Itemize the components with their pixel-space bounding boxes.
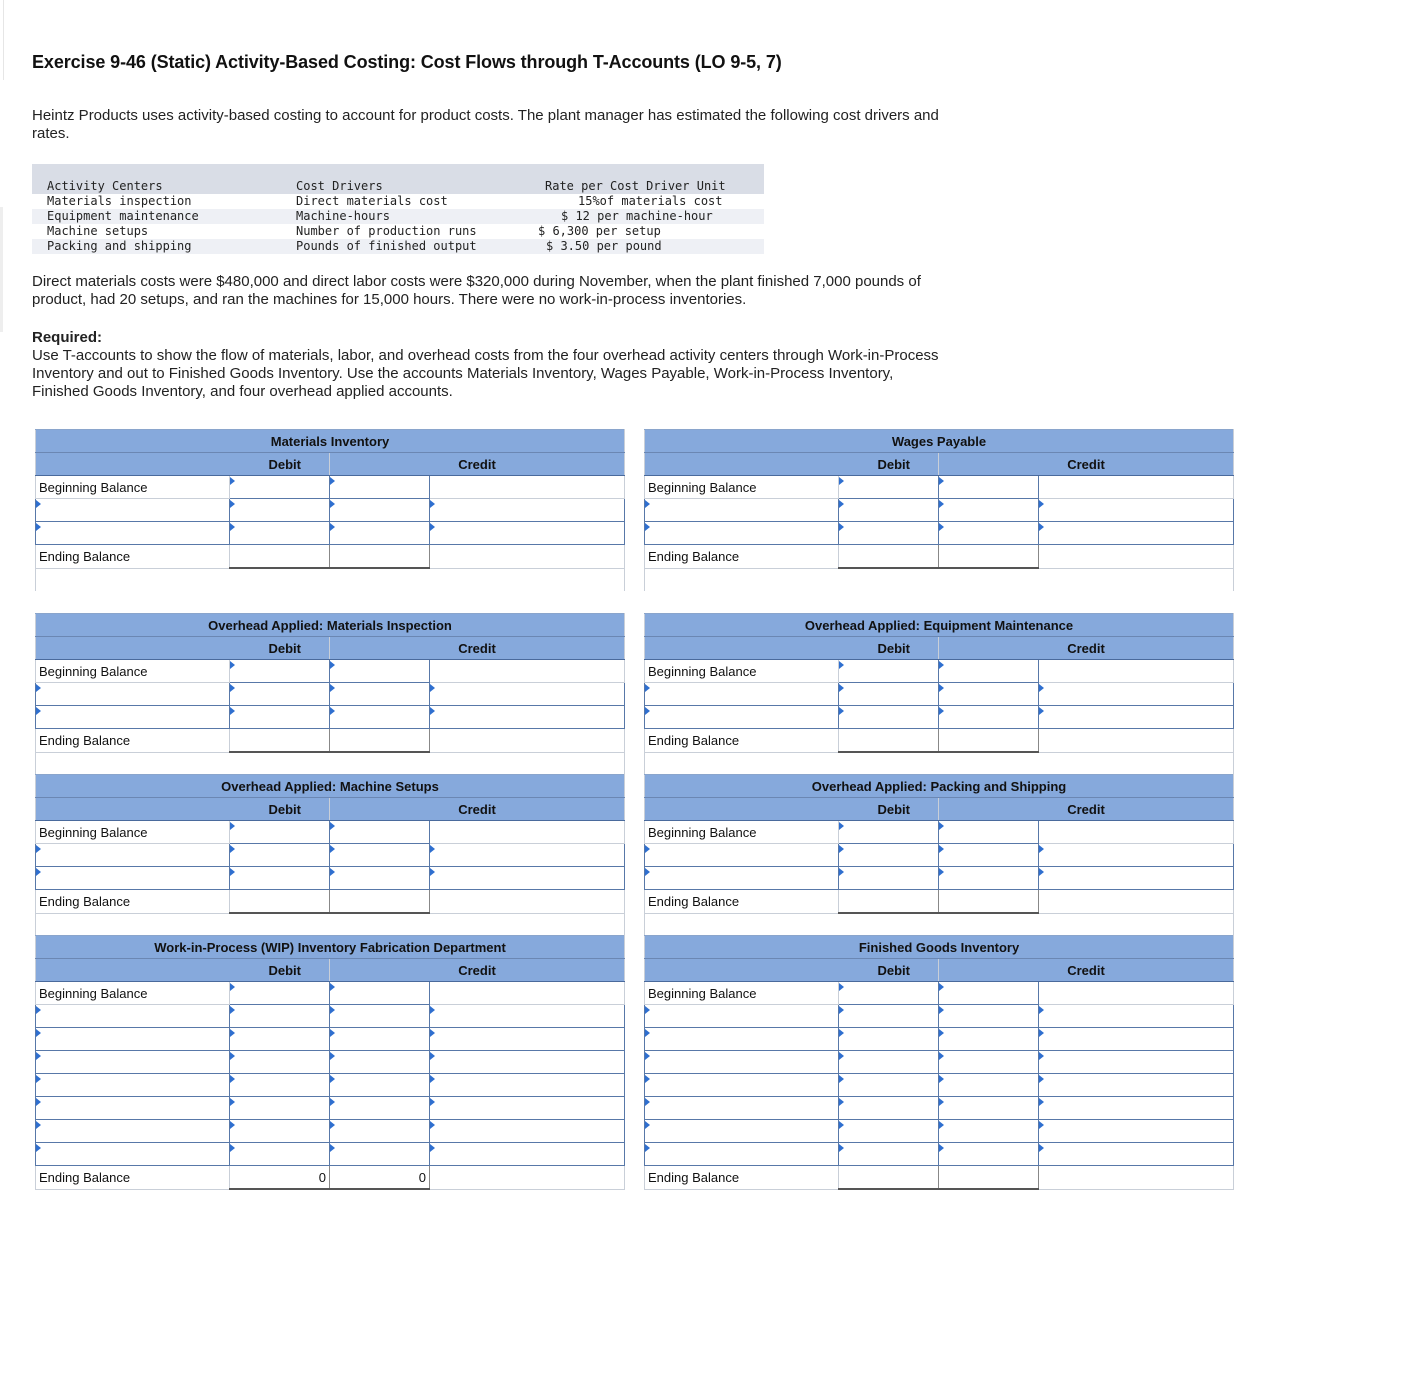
credit-amount-input[interactable] xyxy=(939,1143,1039,1166)
rate-row xyxy=(32,224,764,239)
debit-header: Debit xyxy=(36,798,330,821)
debit-amount-input[interactable] xyxy=(230,1051,330,1074)
activity-cell: Machine setups xyxy=(47,224,149,238)
credit-amount-input[interactable] xyxy=(330,982,430,1005)
page-title: Exercise 9-46 (Static) Activity-Based Costing: Cost Flows through T-Accounts (LO 9-5, 7) xyxy=(32,52,782,72)
debit-account-select[interactable] xyxy=(645,844,839,867)
debit-account-select[interactable] xyxy=(645,1097,839,1120)
credit-header: Credit xyxy=(939,453,1234,476)
debit-amount-input[interactable] xyxy=(230,867,330,890)
ending-credit-value xyxy=(330,545,430,569)
ending-credit-value xyxy=(330,729,430,753)
credit-account-select[interactable] xyxy=(1039,499,1234,522)
debit-amount-input[interactable] xyxy=(230,660,330,683)
credit-amount-input[interactable] xyxy=(939,1097,1039,1120)
debit-account-select[interactable] xyxy=(36,1005,230,1028)
credit-amount-input[interactable] xyxy=(939,476,1039,499)
ending-debit-value: 0 xyxy=(230,1166,330,1190)
rate-row xyxy=(32,209,764,224)
debit-amount-input[interactable] xyxy=(230,821,330,844)
debit-amount-input[interactable] xyxy=(230,1120,330,1143)
credit-amount-input[interactable] xyxy=(939,660,1039,683)
ending-balance-label: Ending Balance xyxy=(645,729,839,753)
debit-account-select[interactable] xyxy=(36,867,230,890)
credit-amount-input[interactable] xyxy=(330,476,430,499)
credit-amount-input[interactable] xyxy=(939,1120,1039,1143)
credit-header: Credit xyxy=(330,798,625,821)
debit-amount-input[interactable] xyxy=(839,867,939,890)
beginning-balance-label: Beginning Balance xyxy=(645,982,839,1005)
beginning-balance-label: Beginning Balance xyxy=(36,982,230,1005)
debit-amount-input[interactable] xyxy=(839,821,939,844)
debit-account-select[interactable] xyxy=(645,499,839,522)
debit-account-select[interactable] xyxy=(645,522,839,545)
facts-text: Direct materials costs were $480,000 and direct labor costs were $320,000 during November, when the plant finished 7,000 pounds of product, had 20 setups, and ran the machines for 15,000 hours. There were no work-in-process inventories. xyxy=(32,273,921,308)
credit-header: Credit xyxy=(330,637,625,660)
credit-account-select[interactable] xyxy=(430,683,625,706)
credit-account-select[interactable] xyxy=(1039,844,1234,867)
credit-account-select[interactable] xyxy=(1039,1143,1234,1166)
credit-account-select[interactable] xyxy=(1039,1005,1234,1028)
account-title: Work-in-Process (WIP) Inventory Fabrication Department xyxy=(36,936,625,959)
debit-account-select[interactable] xyxy=(645,1120,839,1143)
credit-account-select[interactable] xyxy=(1039,706,1234,729)
ending-balance-label: Ending Balance xyxy=(36,890,230,914)
rate-table xyxy=(32,164,764,254)
t-account-finished-goods xyxy=(644,935,1234,1190)
credit-account-select[interactable] xyxy=(1039,1051,1234,1074)
credit-account-select[interactable] xyxy=(1039,1074,1234,1097)
debit-amount-input[interactable] xyxy=(839,982,939,1005)
credit-account-select[interactable] xyxy=(430,1143,625,1166)
debit-amount-input[interactable] xyxy=(839,1074,939,1097)
ending-credit-value: 0 xyxy=(330,1166,430,1190)
debit-amount-input[interactable] xyxy=(230,1028,330,1051)
credit-amount-input[interactable] xyxy=(939,499,1039,522)
debit-amount-input[interactable] xyxy=(839,476,939,499)
credit-account-select[interactable] xyxy=(430,706,625,729)
t-account-wip-inventory xyxy=(35,935,625,1190)
ending-debit-value xyxy=(839,1166,939,1190)
activity-cell: Materials inspection xyxy=(47,194,192,208)
credit-account-select[interactable] xyxy=(430,1051,625,1074)
debit-account-select[interactable] xyxy=(36,1097,230,1120)
ending-debit-value xyxy=(230,890,330,914)
intro-text: Heintz Products uses activity-based costing to account for product costs. The plant manager has estimated the following cost drivers and rates. xyxy=(32,107,939,142)
beginning-balance-label: Beginning Balance xyxy=(645,476,839,499)
header-rate: Rate per Cost Driver Unit xyxy=(545,179,726,193)
debit-header: Debit xyxy=(645,798,939,821)
driver-cell: Machine-hours xyxy=(296,209,390,223)
debit-account-select[interactable] xyxy=(645,1051,839,1074)
debit-account-select[interactable] xyxy=(36,1028,230,1051)
debit-header: Debit xyxy=(36,453,330,476)
credit-account-select[interactable] xyxy=(430,1074,625,1097)
debit-amount-input[interactable] xyxy=(839,499,939,522)
debit-amount-input[interactable] xyxy=(839,1120,939,1143)
credit-amount-input[interactable] xyxy=(330,522,430,545)
debit-account-select[interactable] xyxy=(36,706,230,729)
credit-amount-input[interactable] xyxy=(939,844,1039,867)
ending-credit-value xyxy=(939,729,1039,753)
credit-header: Credit xyxy=(939,798,1234,821)
credit-account-select[interactable] xyxy=(1039,1097,1234,1120)
credit-amount-input[interactable] xyxy=(330,660,430,683)
debit-amount-input[interactable] xyxy=(230,683,330,706)
debit-header: Debit xyxy=(645,637,939,660)
rate-row xyxy=(32,239,764,254)
credit-amount-input[interactable] xyxy=(330,844,430,867)
credit-account-select[interactable] xyxy=(430,499,625,522)
ending-debit-value xyxy=(230,545,330,569)
credit-amount-input[interactable] xyxy=(939,982,1039,1005)
rate-cell: $ 12 per machine-hour xyxy=(561,209,713,223)
credit-amount-input[interactable] xyxy=(939,1051,1039,1074)
debit-amount-input[interactable] xyxy=(839,844,939,867)
driver-cell: Direct materials cost xyxy=(296,194,448,208)
debit-amount-input[interactable] xyxy=(839,1051,939,1074)
driver-cell: Number of production runs xyxy=(296,224,477,238)
rate-cell: 15%of materials cost xyxy=(578,194,723,208)
credit-amount-input[interactable] xyxy=(330,1143,430,1166)
account-title: Overhead Applied: Equipment Maintenance xyxy=(645,614,1234,637)
debit-amount-input[interactable] xyxy=(230,1097,330,1120)
ending-credit-value xyxy=(330,890,430,914)
ending-balance-label: Ending Balance xyxy=(36,545,230,569)
debit-account-select[interactable] xyxy=(36,844,230,867)
debit-account-select[interactable] xyxy=(645,1005,839,1028)
activity-cell: Packing and shipping xyxy=(47,239,192,253)
debit-amount-input[interactable] xyxy=(230,844,330,867)
account-title: Overhead Applied: Materials Inspection xyxy=(36,614,625,637)
debit-amount-input[interactable] xyxy=(839,660,939,683)
debit-account-select[interactable] xyxy=(645,1143,839,1166)
ending-debit-value xyxy=(839,890,939,914)
credit-amount-input[interactable] xyxy=(939,522,1039,545)
debit-header: Debit xyxy=(645,959,939,982)
page-edge xyxy=(3,0,4,80)
debit-amount-input[interactable] xyxy=(230,476,330,499)
account-title: Overhead Applied: Packing and Shipping xyxy=(645,775,1234,798)
debit-amount-input[interactable] xyxy=(839,683,939,706)
debit-account-select[interactable] xyxy=(36,499,230,522)
header-activity: Activity Centers xyxy=(47,179,163,193)
credit-amount-input[interactable] xyxy=(330,1097,430,1120)
debit-amount-input[interactable] xyxy=(230,499,330,522)
debit-amount-input[interactable] xyxy=(839,522,939,545)
credit-amount-input[interactable] xyxy=(330,1120,430,1143)
rate-table-header xyxy=(32,164,764,194)
required-heading: Required: xyxy=(32,329,103,346)
rate-row xyxy=(32,194,764,209)
debit-amount-input[interactable] xyxy=(839,1005,939,1028)
credit-header: Credit xyxy=(330,959,625,982)
credit-account-select[interactable] xyxy=(430,522,625,545)
debit-header: Debit xyxy=(36,637,330,660)
debit-account-select[interactable] xyxy=(36,1074,230,1097)
credit-amount-input[interactable] xyxy=(330,1051,430,1074)
t-account-materials-inventory xyxy=(35,429,625,591)
debit-amount-input[interactable] xyxy=(839,1143,939,1166)
credit-amount-input[interactable] xyxy=(939,1005,1039,1028)
header-driver: Cost Drivers xyxy=(296,179,383,193)
debit-account-select[interactable] xyxy=(36,1051,230,1074)
debit-account-select[interactable] xyxy=(36,683,230,706)
beginning-balance-label: Beginning Balance xyxy=(645,821,839,844)
t-account-oh-equipment-maintenance xyxy=(644,613,1234,775)
credit-amount-input[interactable] xyxy=(330,683,430,706)
credit-account-select[interactable] xyxy=(430,844,625,867)
credit-header: Credit xyxy=(939,959,1234,982)
credit-account-select[interactable] xyxy=(430,1028,625,1051)
t-account-oh-materials-inspection xyxy=(35,613,625,775)
ending-debit-value xyxy=(839,545,939,569)
debit-amount-input[interactable] xyxy=(230,1005,330,1028)
credit-amount-input[interactable] xyxy=(330,706,430,729)
t-account-oh-machine-setups xyxy=(35,774,625,936)
debit-amount-input[interactable] xyxy=(839,706,939,729)
beginning-balance-label: Beginning Balance xyxy=(36,660,230,683)
ending-balance-label: Ending Balance xyxy=(36,729,230,753)
required-text: Use T-accounts to show the flow of materials, labor, and overhead costs from the four overhead activity centers through Work-in-Process Inventory and out to Finished Goods Inventory. Use the accounts Materials Inventory, Wages Payable, Work-in-Process Inventory, Finished Goods Inventory, and four overhead applied accounts. xyxy=(32,347,939,400)
page-edge-2 xyxy=(0,207,3,332)
credit-account-select[interactable] xyxy=(1039,522,1234,545)
debit-account-select[interactable] xyxy=(645,683,839,706)
ending-balance-label: Ending Balance xyxy=(645,1166,839,1190)
credit-header: Credit xyxy=(330,453,625,476)
debit-amount-input[interactable] xyxy=(230,706,330,729)
debit-amount-input[interactable] xyxy=(839,1097,939,1120)
debit-header: Debit xyxy=(645,453,939,476)
account-title: Finished Goods Inventory xyxy=(645,936,1234,959)
credit-account-select[interactable] xyxy=(1039,683,1234,706)
rate-cell: $ 6,300 per setup xyxy=(538,224,661,238)
beginning-balance-label: Beginning Balance xyxy=(36,476,230,499)
debit-header: Debit xyxy=(36,959,330,982)
credit-amount-input[interactable] xyxy=(330,867,430,890)
credit-amount-input[interactable] xyxy=(939,821,1039,844)
ending-balance-label: Ending Balance xyxy=(36,1166,230,1190)
credit-amount-input[interactable] xyxy=(939,867,1039,890)
credit-amount-input[interactable] xyxy=(939,1074,1039,1097)
credit-header: Credit xyxy=(939,637,1234,660)
credit-account-select[interactable] xyxy=(430,1097,625,1120)
credit-amount-input[interactable] xyxy=(939,683,1039,706)
rate-cell: $ 3.50 per pound xyxy=(546,239,662,253)
credit-account-select[interactable] xyxy=(1039,1120,1234,1143)
credit-account-select[interactable] xyxy=(430,867,625,890)
ending-credit-value xyxy=(939,545,1039,569)
ending-credit-value xyxy=(939,1166,1039,1190)
beginning-balance-label: Beginning Balance xyxy=(36,821,230,844)
account-title: Wages Payable xyxy=(645,430,1234,453)
credit-amount-input[interactable] xyxy=(330,1028,430,1051)
credit-amount-input[interactable] xyxy=(330,821,430,844)
activity-cell: Equipment maintenance xyxy=(47,209,199,223)
debit-amount-input[interactable] xyxy=(230,1074,330,1097)
credit-account-select[interactable] xyxy=(1039,867,1234,890)
debit-account-select[interactable] xyxy=(36,522,230,545)
ending-debit-value xyxy=(839,729,939,753)
debit-amount-input[interactable] xyxy=(230,982,330,1005)
credit-amount-input[interactable] xyxy=(939,706,1039,729)
debit-account-select[interactable] xyxy=(36,1143,230,1166)
credit-account-select[interactable] xyxy=(430,1005,625,1028)
credit-account-select[interactable] xyxy=(1039,1028,1234,1051)
account-title: Overhead Applied: Machine Setups xyxy=(36,775,625,798)
ending-credit-value xyxy=(939,890,1039,914)
ending-debit-value xyxy=(230,729,330,753)
ending-balance-label: Ending Balance xyxy=(645,890,839,914)
account-title: Materials Inventory xyxy=(36,430,625,453)
t-account-oh-packing-shipping xyxy=(644,774,1234,936)
t-account-wages-payable xyxy=(644,429,1234,591)
debit-amount-input[interactable] xyxy=(839,1028,939,1051)
debit-account-select[interactable] xyxy=(645,867,839,890)
credit-account-select[interactable] xyxy=(430,1120,625,1143)
credit-amount-input[interactable] xyxy=(939,1028,1039,1051)
debit-amount-input[interactable] xyxy=(230,1143,330,1166)
driver-cell: Pounds of finished output xyxy=(296,239,477,253)
debit-amount-input[interactable] xyxy=(230,522,330,545)
debit-account-select[interactable] xyxy=(645,706,839,729)
credit-amount-input[interactable] xyxy=(330,1074,430,1097)
beginning-balance-label: Beginning Balance xyxy=(645,660,839,683)
debit-account-select[interactable] xyxy=(36,1120,230,1143)
debit-account-select[interactable] xyxy=(645,1074,839,1097)
ending-balance-label: Ending Balance xyxy=(645,545,839,569)
debit-account-select[interactable] xyxy=(645,1028,839,1051)
credit-amount-input[interactable] xyxy=(330,499,430,522)
credit-amount-input[interactable] xyxy=(330,1005,430,1028)
